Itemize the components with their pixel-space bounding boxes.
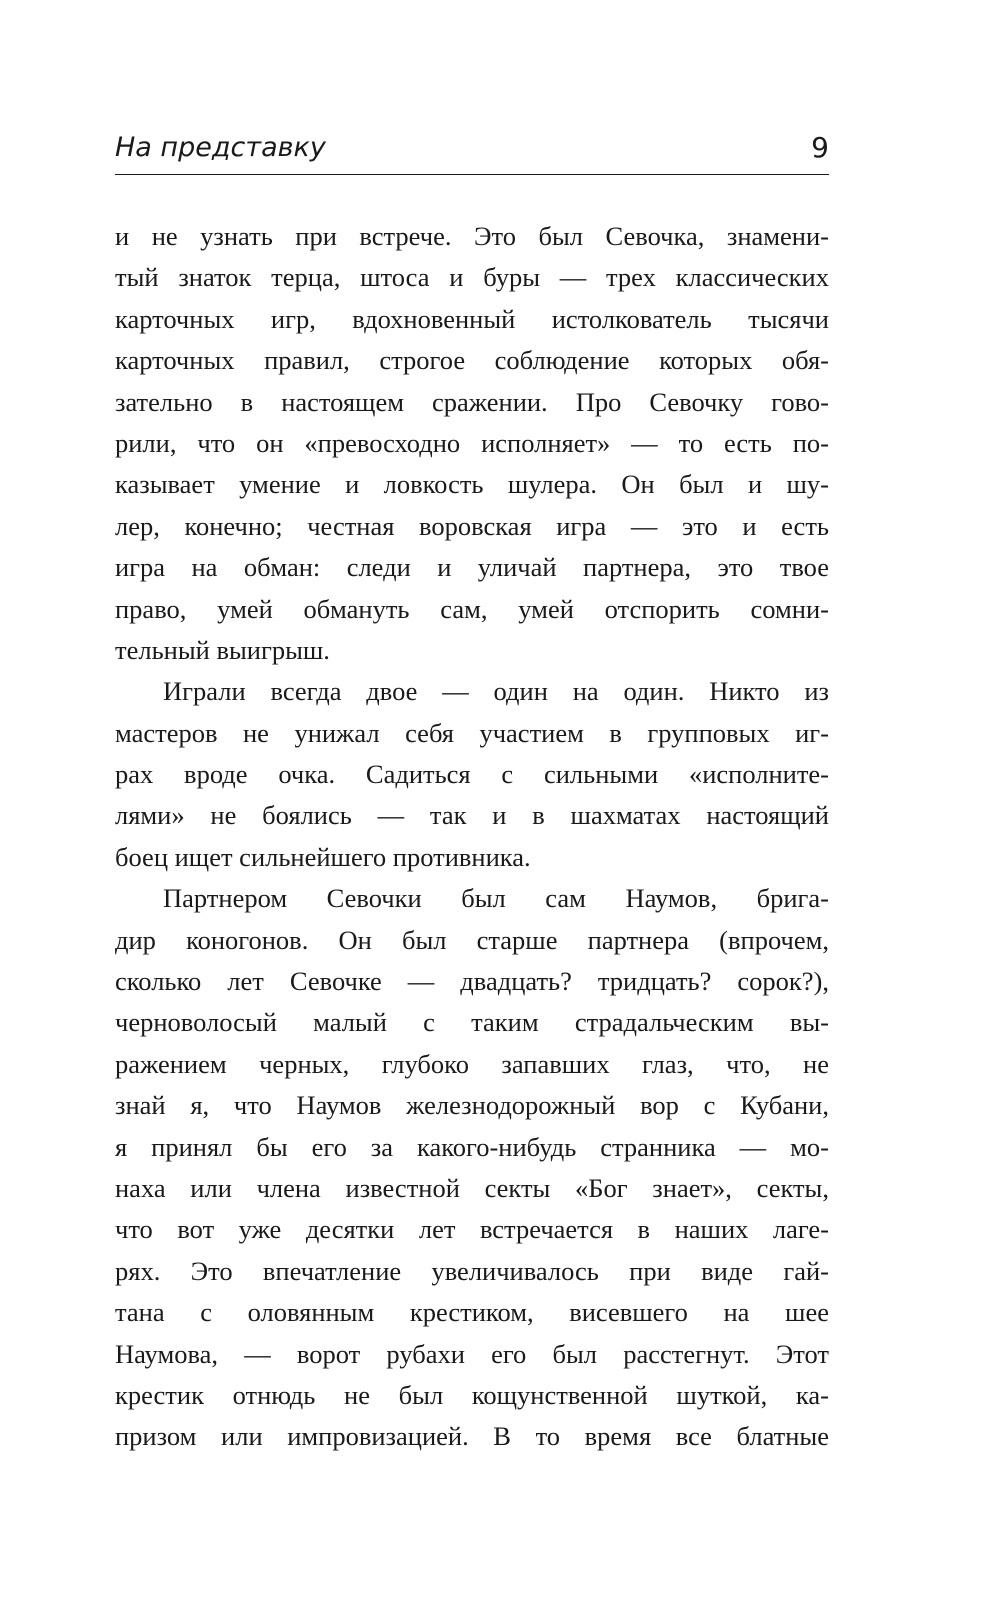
text-line: боец ищет сильнейшего противника.: [115, 841, 531, 872]
text-line: Играли всегда двое — один на один. Никто из: [163, 676, 829, 707]
text-line: рили, что он «превосходно исполняет» — то есть по-: [115, 427, 829, 458]
text-line: я принял бы его за какого-нибудь странника — мо-: [115, 1131, 829, 1162]
text-line: черноволосый малый с таким страдальческим вы-: [115, 1007, 829, 1038]
running-header: [115, 128, 829, 175]
text-line: тана с оловянным крестиком, висевшего на шее: [115, 1297, 829, 1328]
text-line: дир коногонов. Он был старше партнера (впрочем,: [115, 924, 829, 955]
text-line: тый знаток терца, штоса и буры — трех классических: [115, 262, 829, 293]
page-number: 9: [811, 131, 829, 164]
text-line: мастеров не унижал себя участием в групповых иг-: [115, 717, 829, 748]
text-line: и не узнать при встрече. Это был Севочка, знамени-: [115, 221, 829, 251]
body-text: [115, 216, 829, 1458]
text-line: рах вроде очка. Садиться с сильными «исполните-: [115, 759, 829, 790]
paragraph-1: [115, 216, 829, 671]
text-line: лями» не боялись — так и в шахматах настоящий: [115, 800, 829, 831]
text-line: право, умей обмануть сам, умей отспорить сомни-: [115, 593, 829, 624]
text-line: Наумова, — ворот рубахи его был расстегнут. Этот: [115, 1338, 829, 1369]
text-line: зательно в настоящем сражении. Про Севочку гово-: [115, 386, 829, 417]
text-line: рях. Это впечатление увеличивалось при виде гай-: [115, 1255, 829, 1286]
text-line: крестик отнюдь не был кощунственной шуткой, ка-: [115, 1379, 829, 1410]
text-line: лер, конечно; честная воровская игра — это и есть: [115, 510, 829, 541]
section-title: На представку: [115, 132, 326, 163]
text-line: карточных правил, строгое соблюдение которых обя-: [115, 345, 829, 376]
text-line: знай я, что Наумов железнодорожный вор с Кубани,: [115, 1090, 829, 1121]
text-line: карточных игр, вдохновенный истолкователь тысячи: [115, 303, 829, 334]
text-line: игра на обман: следи и уличай партнера, это твое: [115, 552, 829, 583]
paragraph-2: [115, 671, 829, 878]
text-line: Партнером Севочки был сам Наумов, бригa-: [163, 883, 829, 914]
text-line: ражением черных, глубоко запавших глаз, что, не: [115, 1048, 829, 1079]
text-line: наха или члена известной секты «Бог знает», секты,: [115, 1172, 829, 1203]
text-line: что вот уже десятки лет встречается в наших лаге-: [115, 1214, 829, 1245]
paragraph-3: [115, 878, 829, 1457]
text-line: тельный выигрыш.: [115, 634, 330, 665]
text-line: сколько лет Севочке — двадцать? тридцать? сорок?),: [115, 966, 829, 997]
text-line: призом или импровизацией. В то время все блатные: [115, 1421, 829, 1452]
text-line: казывает умение и ловкость шулера. Он был и шу-: [115, 469, 829, 500]
